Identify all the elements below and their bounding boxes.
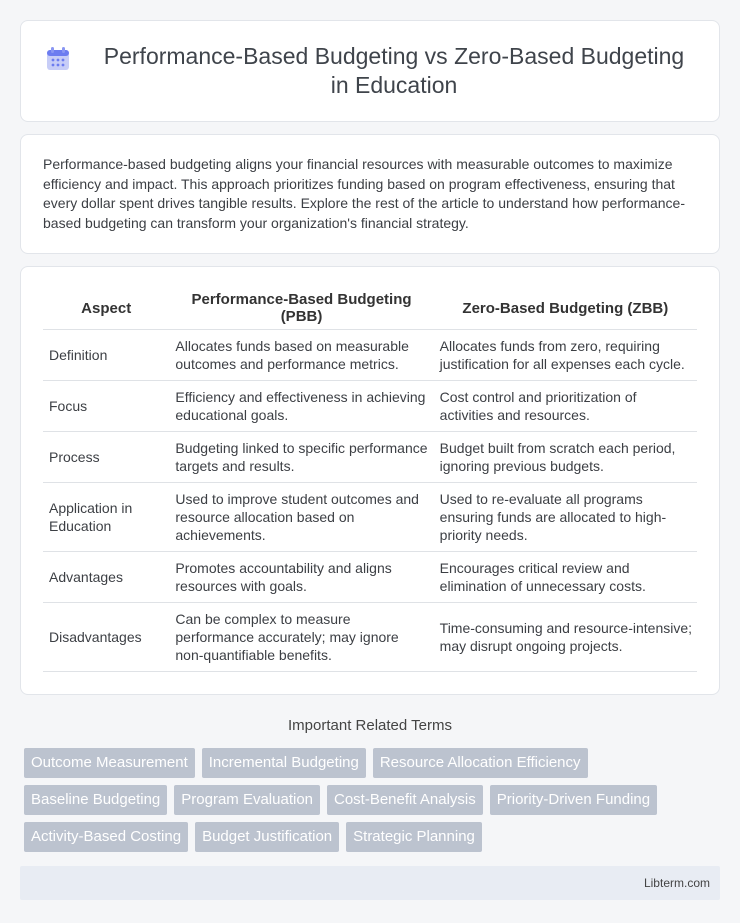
intro-card: [20, 134, 720, 254]
pbb-cell: Allocates funds based on measurable outcomes and performance metrics.: [169, 330, 433, 381]
aspect-cell: Process: [43, 432, 169, 483]
footer: [20, 866, 720, 900]
tag-resource-allocation-efficiency[interactable]: Resource Allocation Efficiency: [373, 748, 588, 778]
calendar-icon: [45, 46, 71, 72]
tag-strategic-planning[interactable]: Strategic Planning: [346, 822, 482, 852]
zbb-cell: Encourages critical review and elimination of unnecessary costs.: [434, 552, 697, 603]
table-row: [43, 483, 697, 552]
title-card: [20, 20, 720, 122]
header-zbb: Zero-Based Budgeting (ZBB): [434, 283, 697, 330]
tag-incremental-budgeting[interactable]: Incremental Budgeting: [202, 748, 366, 778]
tag-outcome-measurement[interactable]: Outcome Measurement: [24, 748, 195, 778]
zbb-cell: Time-consuming and resource-intensive; may disrupt ongoing projects.: [434, 603, 697, 672]
pbb-cell: Used to improve student outcomes and resource allocation based on achievements.: [169, 483, 433, 552]
tag-activity-based-costing[interactable]: Activity-Based Costing: [24, 822, 188, 852]
zbb-cell: Budget built from scratch each period, ignoring previous budgets.: [434, 432, 697, 483]
aspect-cell: Advantages: [43, 552, 169, 603]
aspect-cell: Application in Education: [43, 483, 169, 552]
zbb-cell: Cost control and prioritization of activities and resources.: [434, 381, 697, 432]
aspect-cell: Definition: [43, 330, 169, 381]
zbb-cell: Used to re-evaluate all programs ensuring funds are allocated to high-priority needs.: [434, 483, 697, 552]
intro-text: Performance-based budgeting aligns your financial resources with measurable outcomes to maximize efficiency and impact. This approach prioritizes funding based on program effectiveness, ensuring that every dollar spent drives tangible results. Explore the rest of the article to understand how performance-based budgeting can transform your organization's financial strategy.: [43, 156, 685, 231]
table-row: [43, 552, 697, 603]
aspect-cell: Disadvantages: [43, 603, 169, 672]
tag-budget-justification[interactable]: Budget Justification: [195, 822, 339, 852]
pbb-cell: Can be complex to measure performance accurately; may ignore non-quantifiable benefits.: [169, 603, 433, 672]
header-pbb: Performance-Based Budgeting (PBB): [169, 283, 433, 330]
tag-cost-benefit-analysis[interactable]: Cost-Benefit Analysis: [327, 785, 483, 815]
aspect-cell: Focus: [43, 381, 169, 432]
header-aspect: Aspect: [43, 283, 169, 330]
table-row: [43, 432, 697, 483]
pbb-cell: Efficiency and effectiveness in achieving educational goals.: [169, 381, 433, 432]
page-title: Performance-Based Budgeting vs Zero-Based Budgeting in Education: [103, 43, 685, 98]
table-row: [43, 381, 697, 432]
zbb-cell: Allocates funds from zero, requiring justification for all expenses each cycle.: [434, 330, 697, 381]
tag-priority-driven-funding[interactable]: Priority-Driven Funding: [490, 785, 657, 815]
table-row: [43, 330, 697, 381]
tag-baseline-budgeting[interactable]: Baseline Budgeting: [24, 785, 167, 815]
table-header-row: [43, 283, 697, 330]
pbb-cell: Promotes accountability and aligns resources with goals.: [169, 552, 433, 603]
tag-program-evaluation[interactable]: Program Evaluation: [174, 785, 320, 815]
table-row: [43, 603, 697, 672]
related-terms-tags: [20, 748, 720, 852]
related-terms-heading: Important Related Terms: [288, 717, 452, 734]
comparison-table: [43, 283, 697, 672]
comparison-table-card: [20, 266, 720, 695]
pbb-cell: Budgeting linked to specific performance targets and results.: [169, 432, 433, 483]
footer-site-link[interactable]: Libterm.com: [643, 876, 710, 890]
